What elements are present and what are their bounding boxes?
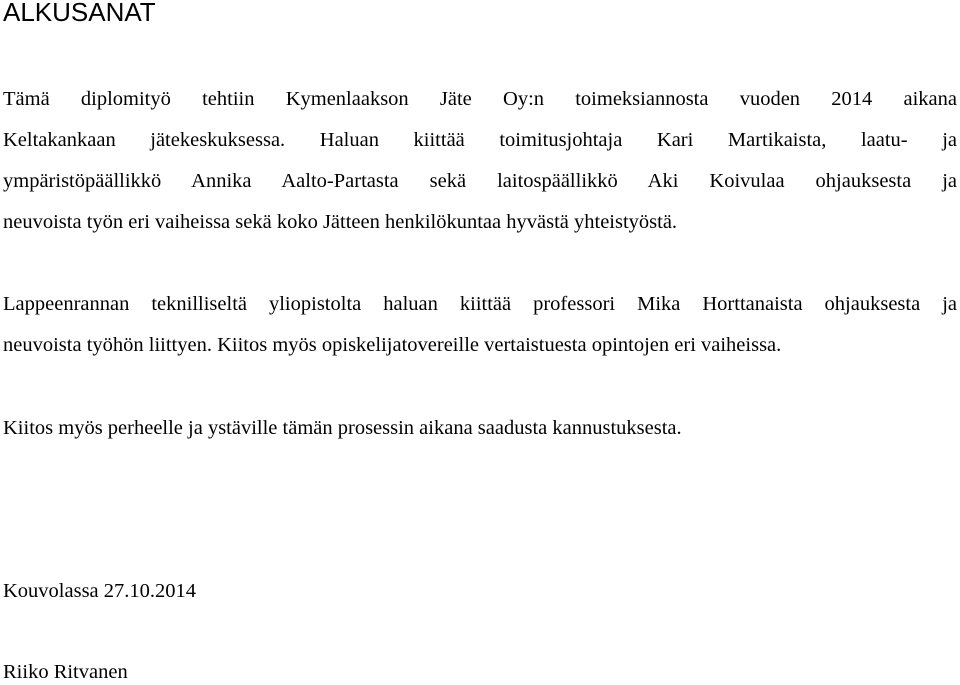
paragraph-3-line-1: Kiitos myös perheelle ja ystäville tämän prosessin aikana saadusta kannustuksesta. xyxy=(3,417,682,439)
signature-name: Riiko Ritvanen xyxy=(3,661,128,683)
paragraph-1-line-1: Tämä diplomityö tehtiin Kymenlaakson Jäte Oy:n toimeksiannosta vuoden 2014 aikana xyxy=(3,88,957,110)
place-date: Kouvolassa 27.10.2014 xyxy=(3,580,197,602)
paragraph-1-line-3: ympäristöpäällikkö Annika Aalto-Partasta sekä laitospäällikkö Aki Koivulaa ohjauksesta ja xyxy=(3,170,957,192)
page-title: ALKUSANAT xyxy=(3,0,156,27)
paragraph-1-line-4: neuvoista työn eri vaiheissa sekä koko Jätteen henkilökuntaa hyvästä yhteistyöstä. xyxy=(3,211,678,233)
paragraph-2-line-2: neuvoista työhön liittyen. Kiitos myös opiskelijatovereille vertaistuesta opintojen eri vaiheissa. xyxy=(3,334,782,356)
paragraph-2-line-1: Lappeenrannan teknilliseltä yliopistolta haluan kiittää professori Mika Horttanaista ohjauksesta ja xyxy=(3,293,957,315)
paragraph-1-line-2: Keltakankaan jätekeskuksessa. Haluan kiittää toimitusjohtaja Kari Martikaista, laatu- ja xyxy=(3,129,957,151)
